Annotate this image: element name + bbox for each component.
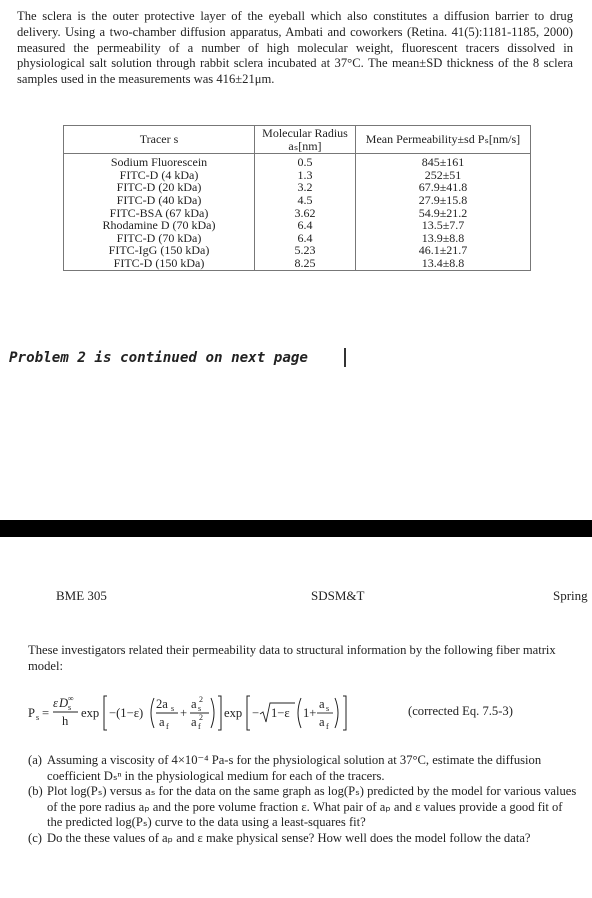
- eq-equals: =: [42, 706, 50, 720]
- question-c: [28, 831, 580, 847]
- question-text: Plot log(Pₛ) versus aₛ for the data on the same graph as log(Pₛ) predicted by the model for various values of the pore radius aₚ and the pore volume fraction ε. What pair of aₚ and ε values provide a good fit of the predicted log(Pₛ) curve to the data using a least-squares fit?: [47, 784, 577, 830]
- table-row: [64, 154, 531, 169]
- question-label: (a): [28, 753, 42, 767]
- eq-minus: −: [252, 706, 260, 720]
- header-school: SDSM&T: [311, 588, 365, 603]
- question-text: Assuming a viscosity of 4×10⁻⁴ Pa-s for the physiological solution at 37°C, estimate the diffusion coefficient Dₛⁿ in the physiological medium for each of the tracers.: [47, 753, 542, 783]
- eq-af-1-sub: f: [166, 722, 169, 731]
- eq-exp-1: exp: [81, 706, 100, 720]
- table-header-row: [64, 126, 531, 154]
- question-b: [28, 784, 580, 831]
- text-cursor: [344, 348, 346, 367]
- eq-af3-sub: f: [326, 722, 329, 731]
- eq-sqrt-body: 1−ε: [271, 706, 290, 720]
- header-mean-permeability: Mean Permeability±sd Pₛ[nm/s]: [356, 126, 531, 154]
- header-course: BME 305: [56, 588, 107, 603]
- eq-af2-sub: f: [198, 722, 201, 731]
- question-text: Do the these values of aₚ and ε make physical sense? How well does the model follow the data?: [47, 830, 531, 845]
- equation-label: (corrected Eq. 7.5-3): [408, 704, 513, 718]
- eq-af3: a: [319, 715, 325, 729]
- model-intro-paragraph: These investigators related their permeability data to structural information by the following fiber matrix model:: [28, 643, 556, 673]
- tracer-name: FITC-D (20 kDa): [64, 181, 255, 194]
- continued-note: Problem 2 is continued on next page: [9, 350, 308, 366]
- question-label: (c): [28, 830, 42, 845]
- page-break-bar: [0, 520, 592, 537]
- eq-inf: ∞: [68, 694, 74, 703]
- eq-eps: ε: [53, 696, 58, 710]
- tracer-radius: 5.23: [255, 244, 356, 257]
- tracer-radius: 8.25: [255, 257, 356, 270]
- eq-D-sub-s: s: [68, 703, 72, 712]
- intro-paragraph: The sclera is the outer protective layer of the eyeball which also constitutes a diffusion barrier to drug delivery. Using a two-chamber diffusion apparatus, Ambati and coworkers (Retina. 41(5):1181-1185, 2000) measured the permeability of a number of high molecular weight, fluorescent tracers dissolved in physiological salt solution through rabbit sclera incubated at 37°C. The mean±SD thickness of the 8 sclera samples used in the measurements was 416±21μm.: [17, 9, 573, 87]
- questions-list: [28, 753, 580, 847]
- eq-sub-s: s: [36, 713, 40, 722]
- tracer-name: FITC-D (70 kDa): [64, 232, 255, 245]
- header-tracers: Tracer s: [64, 126, 255, 154]
- tracer-name: FITC-D (4 kDa): [64, 169, 255, 182]
- header-molecular-radius: Molecular Radius aₛ[nm]: [255, 126, 356, 154]
- tracer-radius: 6.4: [255, 219, 356, 232]
- tracer-radius: 0.5: [255, 154, 356, 169]
- eq-af2: a: [191, 715, 197, 729]
- tracer-name: FITC-IgG (150 kDa): [64, 244, 255, 257]
- eq-af2-sup: 2: [199, 713, 203, 722]
- tracer-permeability: 13.5±7.7: [356, 219, 531, 232]
- eq-af-1: a: [159, 715, 165, 729]
- eq-as2-sup: 2: [199, 695, 203, 704]
- tracer-name: FITC-D (40 kDa): [64, 194, 255, 207]
- eq-2a: 2a: [156, 697, 168, 711]
- eq-one-minus-eps: −(1−ε): [109, 706, 144, 720]
- tracer-name: FITC-BSA (67 kDa): [64, 207, 255, 220]
- tracer-radius: 3.62: [255, 207, 356, 220]
- tracer-permeability: 13.9±8.8: [356, 232, 531, 245]
- tracer-permeability: 252±51: [356, 169, 531, 182]
- eq-h: h: [62, 714, 69, 728]
- eq-plus-1: +: [180, 706, 188, 720]
- header-term: Spring: [553, 588, 588, 603]
- eq-D: D: [59, 696, 69, 710]
- question-label: (b): [28, 784, 43, 799]
- eq-exp-2: exp: [224, 706, 243, 720]
- table-row: [64, 219, 531, 232]
- question-a: [28, 753, 580, 784]
- tracer-permeability: 13.4±8.8: [356, 257, 531, 270]
- tracer-radius: 4.5: [255, 194, 356, 207]
- tracer-permeability: 67.9±41.8: [356, 181, 531, 194]
- eq-as3-sub: s: [326, 704, 330, 713]
- tracer-table: [63, 125, 531, 271]
- table-row: [64, 194, 531, 207]
- tracer-permeability: 845±161: [356, 154, 531, 169]
- tracer-permeability: 27.9±15.8: [356, 194, 531, 207]
- tracer-permeability: 54.9±21.2: [356, 207, 531, 220]
- tracer-name: Rhodamine D (70 kDa): [64, 219, 255, 232]
- eq-as3: a: [319, 697, 325, 711]
- eq-2a-sub-s: s: [171, 704, 175, 713]
- tracer-radius: 3.2: [255, 181, 356, 194]
- tracer-radius: 6.4: [255, 232, 356, 245]
- tracer-permeability: 46.1±21.7: [356, 244, 531, 257]
- tracer-radius: 1.3: [255, 169, 356, 182]
- eq-P: P: [28, 706, 36, 720]
- eq-as2: a: [191, 697, 197, 711]
- eq-as2-sub: s: [198, 704, 202, 713]
- table-row: [64, 257, 531, 270]
- tracer-name: Sodium Fluorescein: [64, 154, 255, 169]
- eq-one-plus: 1+: [303, 706, 317, 720]
- tracer-name: FITC-D (150 kDa): [64, 257, 255, 270]
